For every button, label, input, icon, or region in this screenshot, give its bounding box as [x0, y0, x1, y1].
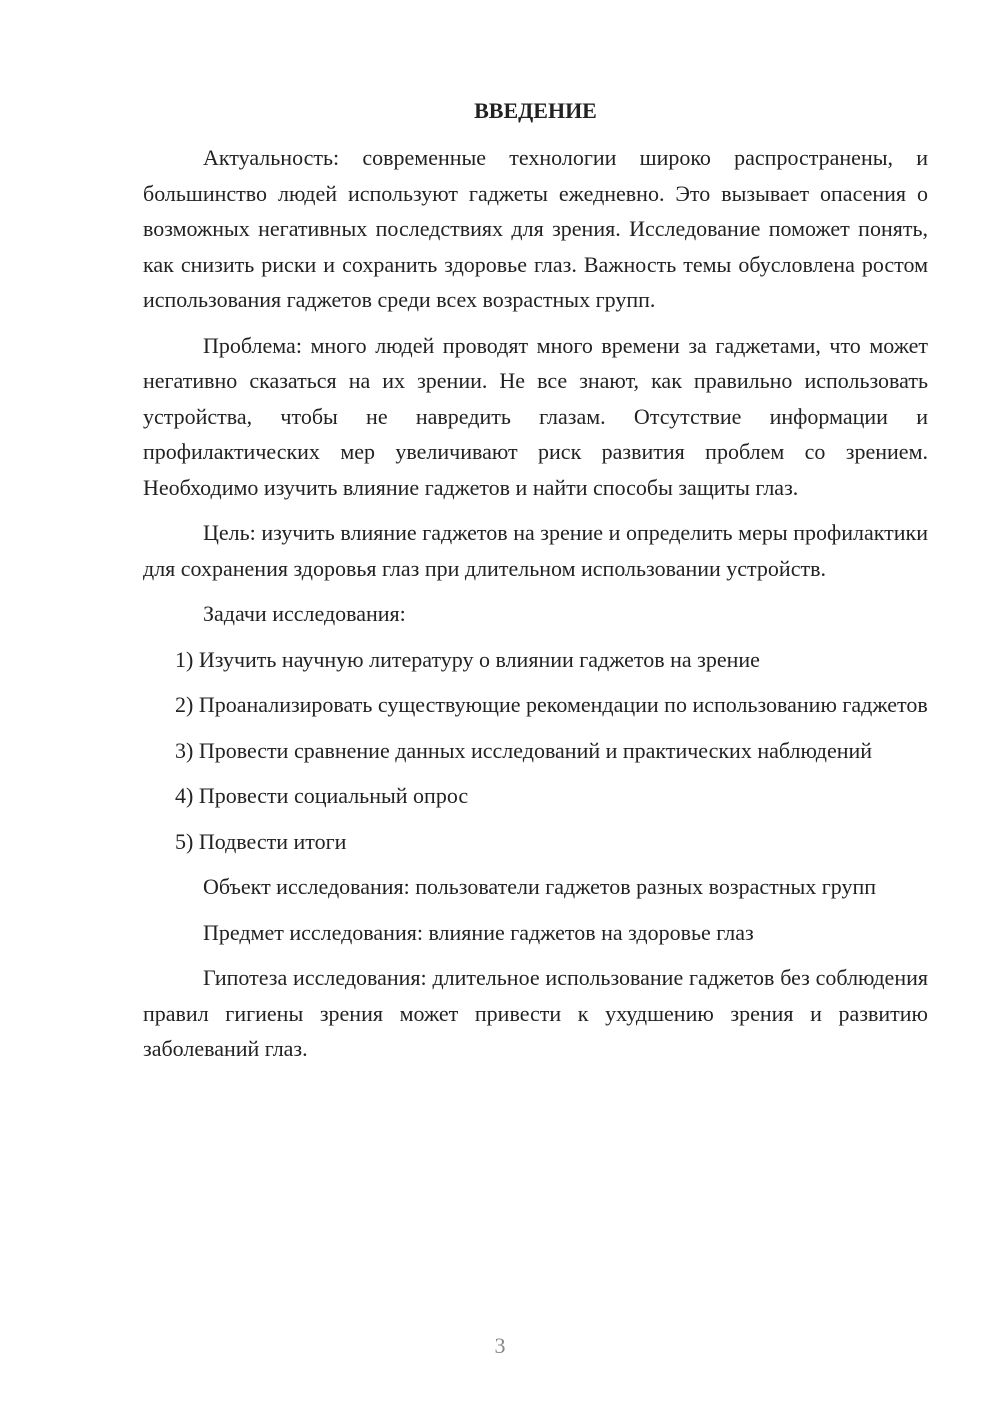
- task-item: 2) Проанализировать существующие рекомендации по использованию гаджетов: [175, 692, 928, 717]
- document-page: [143, 96, 928, 1077]
- relevance-paragraph: Актуальность: современные технологии широко распространены, и большинство людей используют гаджеты ежедневно. Это вызывает опасения о возможных негативных последствиях для зрения. Исследование поможет понять, как снизить риски и сохранить здоровье глаз. Важность темы обусловлена ростом использования гаджетов среди всех возрастных групп.: [143, 145, 928, 312]
- tasks-title: Задачи исследования:: [203, 601, 406, 626]
- problem-paragraph: Проблема: много людей проводят много времени за гаджетами, что может негативно сказаться на их зрении. Не все знают, как правильно использовать устройства, чтобы не навредить глазам. Отсутствие информации и профилактических мер увеличивают риск развития проблем со зрением. Необходимо изучить влияние гаджетов и найти способы защиты глаз.: [143, 332, 928, 500]
- task-item: 1) Изучить научную литературу о влиянии гаджетов на зрение: [175, 646, 760, 672]
- subject-paragraph: Предмет исследования: влияние гаджетов на здоровье глаз: [203, 919, 754, 945]
- page-title: ВВЕДЕНИЕ: [474, 98, 597, 123]
- page-number: 3: [494, 1333, 506, 1358]
- object-paragraph: Объект исследования: пользователи гаджетов разных возрастных групп: [203, 874, 877, 899]
- task-item: 3) Провести сравнение данных исследований и практических наблюдений: [175, 737, 873, 763]
- task-item: 5) Подвести итоги: [175, 828, 347, 854]
- hypothesis-paragraph: Гипотеза исследования: длительное использование гаджетов без соблюдения правил гигиены зрения может привести к ухудшению зрения и развитию заболеваний глаз.: [143, 965, 928, 1061]
- task-item: 4) Провести социальный опрос: [175, 783, 469, 808]
- goal-paragraph: Цель: изучить влияние гаджетов на зрение и определить меры профилактики для сохранения здоровья глаз при длительном использовании устройств.: [143, 520, 928, 581]
